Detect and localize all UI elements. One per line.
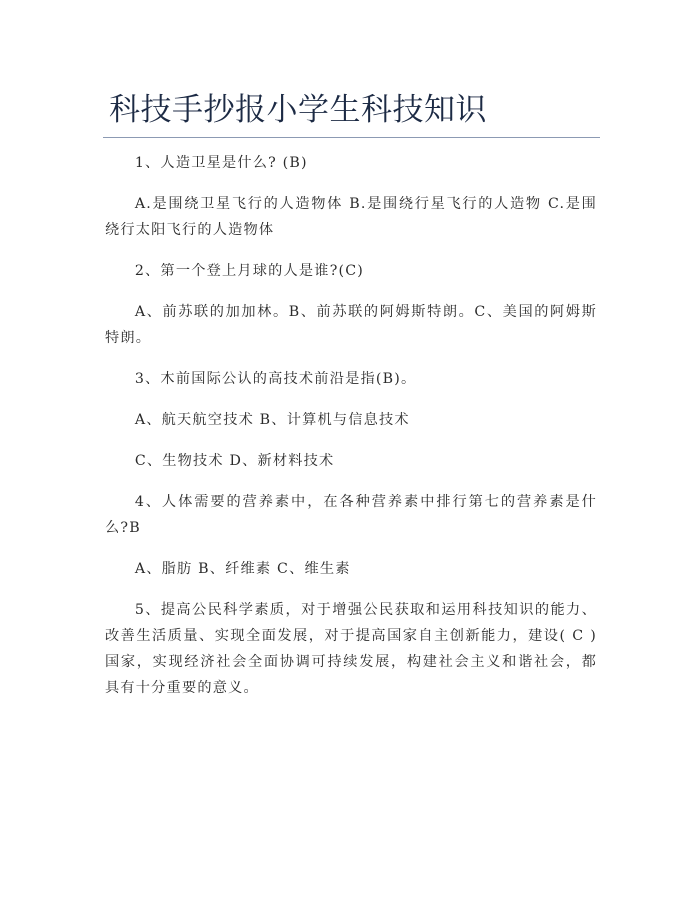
question-2-options: A、前苏联的加加林。B、前苏联的阿姆斯特朗。C、美国的阿姆斯特朗。 bbox=[105, 304, 597, 346]
question-2: 2、第一个登上月球的人是谁?(C) bbox=[134, 263, 365, 279]
question-3: 3、木前国际公认的高技术前沿是指(B)。 bbox=[134, 371, 417, 387]
question-1: 1、人造卫星是什么? (B) bbox=[134, 155, 308, 171]
document-body bbox=[105, 150, 597, 716]
question-4: 4、人体需要的营养素中，在各种营养素中排行第七的营养素是什么?B bbox=[105, 494, 597, 536]
page-title: 科技手抄报小学生科技知识 bbox=[109, 92, 487, 128]
question-3-options-ab: A、航天航空技术 B、计算机与信息技术 bbox=[134, 412, 410, 428]
question-3-options-cd: C、生物技术 D、新材料技术 bbox=[134, 453, 335, 469]
question-4-options: A、脂肪 B、纤维素 C、维生素 bbox=[134, 561, 351, 577]
title-divider bbox=[103, 137, 600, 138]
question-1-options: A.是围绕卫星飞行的人造物体 B.是围绕行星飞行的人造物 C.是围绕行太阳飞行的人造物体 bbox=[105, 196, 597, 238]
question-5: 5、提高公民科学素质，对于增强公民获取和运用科技知识的能力、改善生活质量、实现全面发展，对于提高国家自主创新能力，建设( C )国家，实现经济社会全面协调可持续发展，构建社会主义和谐社会，都具有十分重要的意义。 bbox=[105, 602, 597, 696]
